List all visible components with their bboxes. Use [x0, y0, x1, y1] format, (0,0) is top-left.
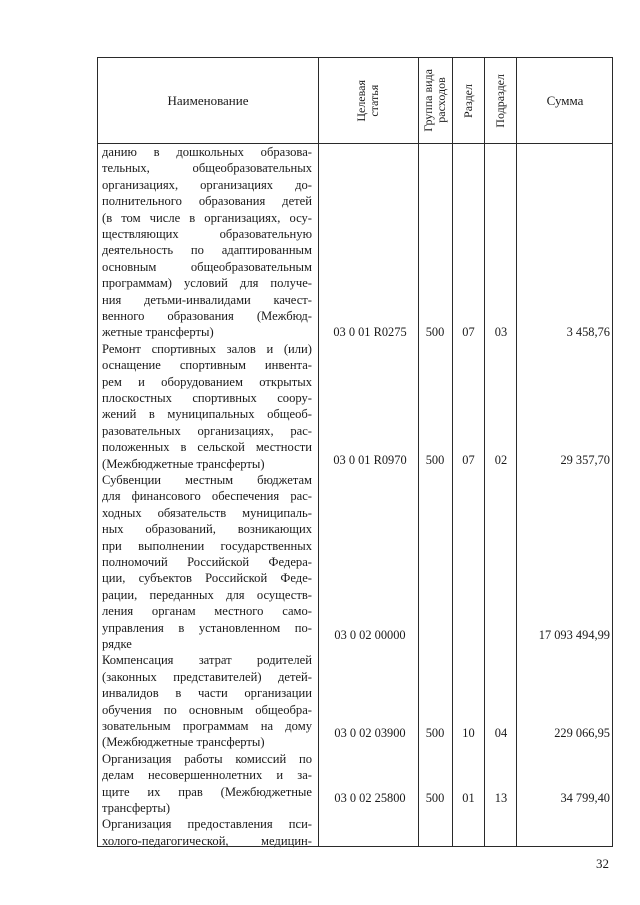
name-line: рядке [102, 637, 132, 651]
name-line: холого-педагогической, медицин- [102, 833, 312, 848]
name-line: Организация работы комиссий по [102, 751, 312, 766]
name-line: полнительного образования детей [102, 194, 312, 209]
row-2-target: 03 0 01 R0970 [333, 453, 407, 467]
row-4-target: 03 0 02 03900 [334, 726, 406, 740]
row-2-subsection: 02 [494, 453, 508, 467]
name-line: инвалидов в части организации [102, 686, 312, 701]
row-2-group: 500 [425, 453, 445, 467]
header-name: Наименование [167, 92, 249, 108]
name-line: при выполнении государственных [102, 538, 312, 553]
row-5-group: 500 [425, 791, 445, 805]
row-2-sum: 29 357,70 [560, 453, 610, 467]
row-4-section: 10 [462, 726, 475, 740]
name-line: положенных в сельской местности [102, 440, 312, 455]
name-line: (Межбюджетные трансферты) [102, 456, 265, 471]
name-line: ходных обязательств муниципаль- [102, 505, 312, 520]
header-section: Раздел [460, 83, 475, 118]
name-line: тельных, общеобразовательных [102, 161, 312, 176]
name-line: трансферты) [102, 801, 171, 815]
row-5-section: 01 [462, 791, 475, 805]
name-line: щите их прав (Межбюджетные [102, 784, 312, 799]
name-line: (Межбюджетные трансферты) [102, 735, 265, 750]
name-line: венного образования (Межбюд- [102, 309, 312, 323]
row-3-sum: 17 093 494,99 [538, 628, 610, 642]
budget-table [97, 57, 613, 847]
name-line: обучения по основным общеобра- [102, 702, 312, 717]
name-line: ления органам местного само- [102, 604, 312, 619]
name-line: программам) условий для получе- [102, 276, 312, 291]
header-subsection: Подраздел [492, 73, 507, 128]
row-1-target: 03 0 01 R0275 [333, 325, 407, 339]
name-line: Компенсация затрат родителей [102, 653, 312, 668]
row-4-group: 500 [425, 726, 445, 740]
header-divider [98, 143, 612, 144]
page-number: 32 [596, 856, 609, 871]
name-line: рации, переданных для осуществ- [102, 587, 312, 602]
name-line: управления в установленном по- [102, 620, 312, 635]
row-1-subsection: 03 [494, 325, 508, 339]
row-5-subsection: 13 [494, 791, 508, 805]
name-line: Субвенции местным бюджетам [102, 473, 312, 487]
row-1-section: 07 [462, 325, 475, 339]
name-line: оснащение спортивным инвента- [102, 358, 312, 373]
name-line: (в том числе в организациях, осу- [102, 210, 312, 225]
row-4-sum: 229 066,95 [554, 726, 610, 740]
name-line: (законных представителей) детей- [102, 669, 312, 684]
name-line: плоскостных спортивных соору- [102, 391, 312, 405]
name-line: разовательных организациях, рас- [102, 423, 312, 438]
row-2-section: 07 [462, 453, 475, 467]
row-5-target: 03 0 02 25800 [334, 791, 406, 805]
row-3-target: 03 0 02 00000 [334, 628, 406, 642]
name-line: Организация предоставления пси- [102, 817, 312, 832]
column-divider [452, 58, 453, 846]
row-1-group: 500 [425, 325, 445, 339]
column-divider [418, 58, 419, 846]
name-line: жений в муниципальных общеоб- [102, 407, 312, 422]
header-sum: Сумма [546, 92, 584, 108]
name-line: ния детьми-инвалидами качест- [102, 292, 312, 307]
column-divider [484, 58, 485, 846]
name-line: зовательным программам на дому [102, 719, 312, 733]
name-line: жетные трансферты) [102, 325, 214, 340]
header-target: Целевая статья [354, 79, 381, 122]
header-group: Группа вида расходов [421, 69, 448, 132]
name-line: деятельность по адаптированным [102, 243, 312, 258]
name-line: основным общеобразовательным [102, 259, 312, 274]
row-4-subsection: 04 [494, 726, 508, 740]
name-line: ществляющих образовательную [102, 227, 312, 241]
column-divider [318, 58, 319, 846]
name-line: полномочий Российской Федера- [102, 555, 312, 569]
name-line: делам несовершеннолетних и за- [102, 768, 312, 783]
name-line: данию в дошкольных образова- [102, 145, 312, 159]
name-line: организациях, организациях до- [102, 177, 312, 192]
name-line: рем и оборудованием открытых [102, 374, 312, 389]
row-5-sum: 34 799,40 [560, 791, 610, 805]
column-divider [516, 58, 517, 846]
name-line: ных образований, возникающих [102, 522, 312, 537]
name-line: Ремонт спортивных залов и (или) [102, 341, 312, 356]
name-line: ции, субъектов Российской Феде- [102, 571, 312, 586]
name-line: для финансового обеспечения рас- [102, 489, 312, 504]
row-1-sum: 3 458,76 [566, 325, 610, 339]
